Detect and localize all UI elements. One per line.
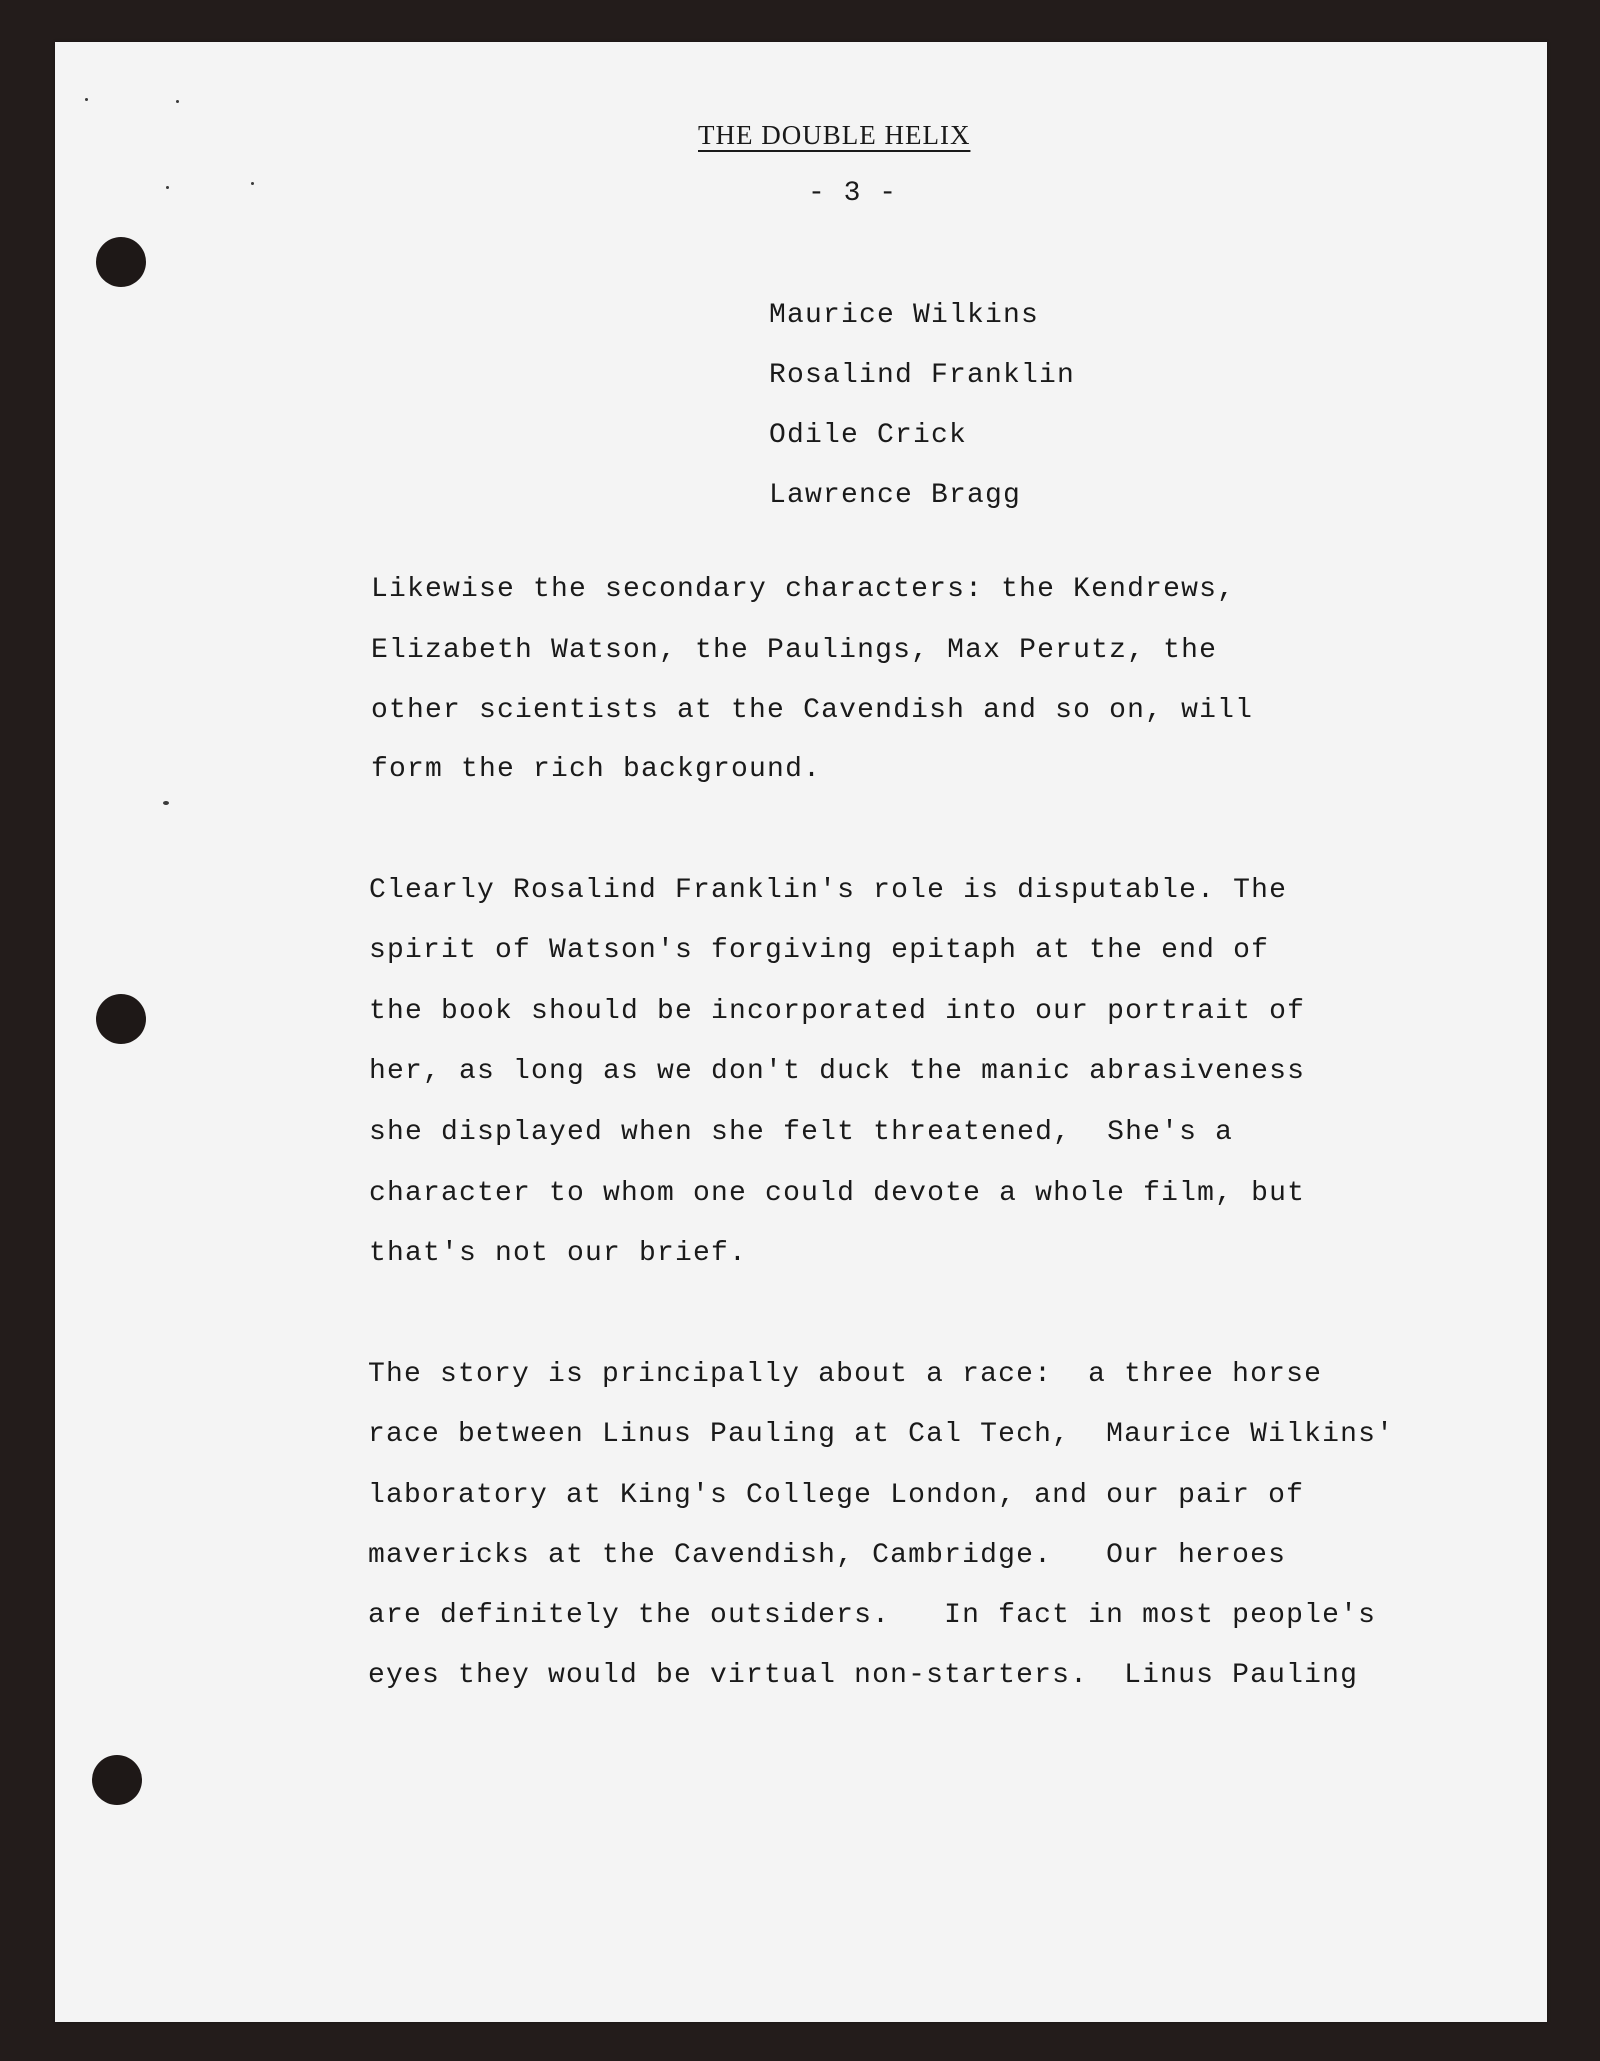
paragraph-line: The story is principally about a race: a three horse [368, 1359, 1323, 1390]
paragraph-line: eyes they would be virtual non-starters. Linus Pauling [368, 1660, 1359, 1691]
punch-hole [92, 1755, 142, 1805]
document-title: THE DOUBLE HELIX [698, 120, 971, 150]
punch-hole [96, 994, 146, 1044]
paragraph-line: are definitely the outsiders. In fact in most people's [368, 1600, 1377, 1631]
cast-list-item: Odile Crick [769, 420, 968, 451]
paragraph-line: laboratory at King's College London, and our pair of [368, 1480, 1305, 1511]
paper-speck [163, 801, 169, 805]
paper-speck [251, 182, 254, 185]
paragraph-line: Elizabeth Watson, the Paulings, Max Perutz, the [371, 635, 1218, 666]
cast-list-item: Rosalind Franklin [769, 360, 1076, 391]
paper-speck [85, 98, 88, 101]
paragraph-line: race between Linus Pauling at Cal Tech, Maurice Wilkins' [368, 1419, 1395, 1450]
paragraph-line: she displayed when she felt threatened, She's a [369, 1117, 1234, 1148]
paper-speck [176, 100, 179, 103]
paragraph-line: that's not our brief. [369, 1238, 748, 1269]
paragraph-line: Clearly Rosalind Franklin's role is disputable. The [369, 875, 1288, 906]
paragraph-line: Likewise the secondary characters: the Kendrews, [371, 574, 1236, 605]
document-page [55, 42, 1547, 2022]
paragraph-line: her, as long as we don't duck the manic abrasiveness [369, 1056, 1306, 1087]
paragraph-line: other scientists at the Cavendish and so on, will [371, 695, 1254, 726]
paper-speck [166, 186, 169, 189]
cast-list-item: Maurice Wilkins [769, 300, 1040, 331]
paragraph-line: mavericks at the Cavendish, Cambridge. Our heroes [368, 1540, 1287, 1571]
cast-list-item: Lawrence Bragg [769, 480, 1022, 511]
punch-hole [96, 237, 146, 287]
paragraph-line: spirit of Watson's forgiving epitaph at the end of [369, 935, 1270, 966]
paragraph-line: form the rich background. [371, 754, 822, 785]
paragraph-line: character to whom one could devote a whole film, but [369, 1178, 1306, 1209]
page-number: - 3 - [808, 178, 898, 209]
paragraph-line: the book should be incorporated into our portrait of [369, 996, 1306, 1027]
